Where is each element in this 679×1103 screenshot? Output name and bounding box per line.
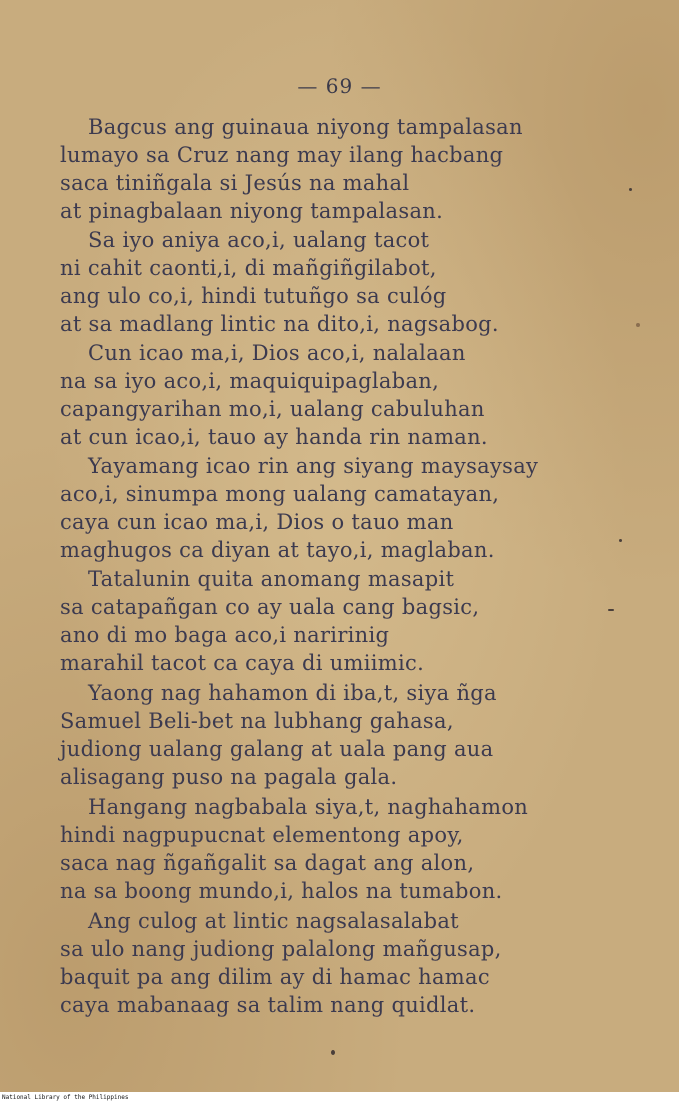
paper-speck xyxy=(636,323,640,327)
poem-line: caya mabanaag sa talim nang quidlat. xyxy=(60,993,476,1017)
poem-line: na sa boong mundo,i, halos na tumabon. xyxy=(60,879,503,903)
poem-line: Sa iyo aniya aco,i, ualang tacot xyxy=(88,228,430,252)
poem-line: marahil tacot ca caya di umiimic. xyxy=(60,651,425,675)
paper-speck xyxy=(331,1050,335,1055)
poem-line: aco,i, sinumpa mong ualang camatayan, xyxy=(60,482,500,506)
paper-speck xyxy=(629,188,632,191)
poem-line: ni cahit caonti,i, di mañgiñgilabot, xyxy=(60,256,437,280)
poem-line: sa ulo nang judiong palalong mañgusap, xyxy=(60,937,502,961)
poem-line: ano di mo baga aco,i naririnig xyxy=(60,623,390,647)
poem-line: Hangang nagbabala siya,t, naghahamon xyxy=(88,795,529,819)
poem-line: at cun icao,i, tauo ay handa rin naman. xyxy=(60,425,488,449)
poem-line: Ang culog at lintic nagsalasalabat xyxy=(88,909,459,933)
paper-speck xyxy=(608,609,614,611)
poem-line: maghugos ca diyan at tayo,i, maglaban. xyxy=(60,538,495,562)
poem-line: Yaong nag hahamon di iba,t, siya ñga xyxy=(88,681,497,705)
poem-line: Tatalunin quita anomang masapit xyxy=(88,567,455,591)
poem-line: lumayo sa Cruz nang may ilang hacbang xyxy=(60,143,504,167)
poem-line: capangyarihan mo,i, ualang cabuluhan xyxy=(60,397,485,421)
poem-line: alisagang puso na pagala gala. xyxy=(60,765,398,789)
poem-line: saca tiniñgala si Jesús na mahal xyxy=(60,171,410,195)
poem-line: baquit pa ang dilim ay di hamac hamac xyxy=(60,965,490,989)
poem-line: ang ulo co,i, hindi tutuñgo sa culóg xyxy=(60,284,447,308)
poem-line: judiong ualang galang at uala pang aua xyxy=(60,737,494,761)
page-number: — 69 — xyxy=(297,74,382,98)
poem-line: na sa iyo aco,i, maquiquipaglaban, xyxy=(60,369,440,393)
poem-line: caya cun icao ma,i, Dios o tauo man xyxy=(60,510,454,534)
poem-line: Samuel Beli-bet na lubhang gahasa, xyxy=(60,709,454,733)
poem-line: at sa madlang lintic na dito,i, nagsabog. xyxy=(60,312,499,336)
paper-speck xyxy=(619,539,622,542)
poem-line: at pinagbalaan niyong tampalasan. xyxy=(60,199,444,223)
poem-line: saca nag ñgañgalit sa dagat ang alon, xyxy=(60,851,475,875)
poem-line: Cun icao ma,i, Dios aco,i, nalalaan xyxy=(88,341,466,365)
poem-line: Yayamang icao rin ang siyang maysaysay xyxy=(88,454,539,478)
poem-line: Bagcus ang guinaua niyong tampalasan xyxy=(88,115,523,139)
poem-line: hindi nagpupucnat elementong apoy, xyxy=(60,823,464,847)
poem-line: sa catapañgan co ay uala cang bagsic, xyxy=(60,595,480,619)
library-credit: National Library of the Philippines xyxy=(2,1094,129,1101)
